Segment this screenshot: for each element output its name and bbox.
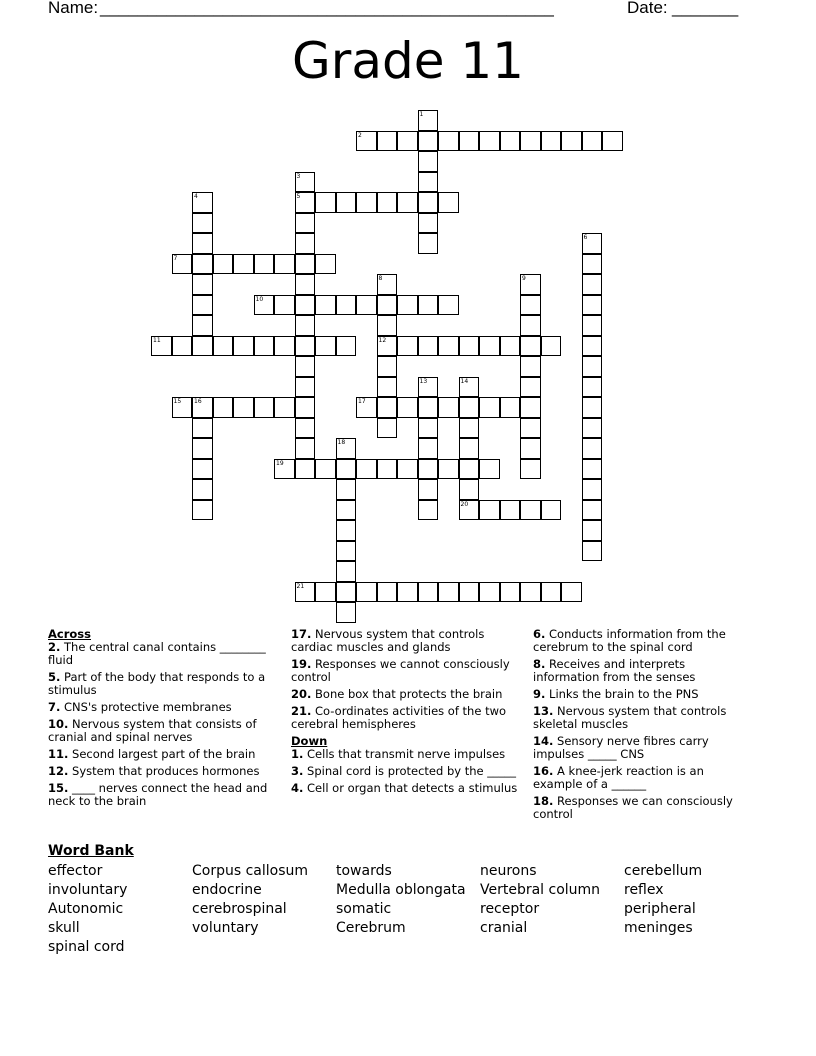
crossword-cell[interactable]: [192, 274, 213, 295]
crossword-cell[interactable]: [295, 295, 316, 316]
crossword-cell[interactable]: [418, 418, 439, 439]
crossword-cell[interactable]: [295, 418, 316, 439]
clue-text: Bone box that protects the brain: [315, 687, 503, 701]
crossword-cell[interactable]: [459, 336, 480, 357]
clue-number: 14.: [533, 734, 554, 748]
cell-number: 13: [419, 377, 428, 385]
crossword-cell[interactable]: [582, 131, 603, 152]
crossword-cell[interactable]: [582, 356, 603, 377]
crossword-cell[interactable]: [520, 459, 541, 480]
crossword-cell[interactable]: [377, 418, 398, 439]
crossword-cell[interactable]: [520, 295, 541, 316]
crossword-cell[interactable]: [438, 192, 459, 213]
crossword-cell[interactable]: [582, 500, 603, 521]
clue-across-19: [291, 658, 519, 684]
clue-across-12: [48, 765, 274, 778]
crossword-cell[interactable]: [377, 356, 398, 377]
crossword-cell[interactable]: [397, 192, 418, 213]
crossword-cell[interactable]: [295, 356, 316, 377]
crossword-cell[interactable]: [418, 500, 439, 521]
crossword-cell[interactable]: [541, 582, 562, 603]
date-line[interactable]: _______: [672, 0, 739, 17]
crossword-cell[interactable]: [479, 582, 500, 603]
name-line[interactable]: ________________________________________________: [100, 0, 554, 17]
word-bank-item: cerebellum: [624, 863, 703, 879]
crossword-cell[interactable]: [192, 500, 213, 521]
crossword-cell[interactable]: [418, 295, 439, 316]
crossword-cell[interactable]: [213, 397, 234, 418]
clue-text: Sensory nerve fibres carry impulses _____ CNS: [533, 734, 709, 761]
crossword-cell[interactable]: [295, 233, 316, 254]
crossword-cell[interactable]: [192, 459, 213, 480]
crossword-cell[interactable]: [377, 192, 398, 213]
crossword-cell[interactable]: [377, 274, 398, 295]
word-bank-item: cranial: [480, 920, 528, 936]
clue-number: 11.: [48, 747, 69, 761]
clue-number: 4.: [291, 781, 304, 795]
word-bank-item: towards: [336, 863, 392, 879]
crossword-cell[interactable]: [213, 336, 234, 357]
word-bank-item: meninges: [624, 920, 693, 936]
crossword-cell[interactable]: [582, 479, 603, 500]
crossword-cell[interactable]: [418, 110, 439, 131]
crossword-cell[interactable]: [315, 192, 336, 213]
crossword-cell[interactable]: [602, 131, 623, 152]
cell-number: 3: [296, 172, 301, 180]
clue-down-1: [291, 748, 519, 761]
crossword-cell[interactable]: [418, 479, 439, 500]
crossword-cell[interactable]: [582, 254, 603, 275]
clue-number: 17.: [291, 627, 312, 641]
crossword-cell[interactable]: [336, 561, 357, 582]
clue-number: 12.: [48, 764, 69, 778]
crossword-cell[interactable]: [336, 479, 357, 500]
crossword-cell[interactable]: [336, 582, 357, 603]
clue-text: Part of the body that responds to a stimulus: [48, 670, 266, 697]
crossword-cell[interactable]: [295, 438, 316, 459]
crossword-cell[interactable]: [295, 397, 316, 418]
cell-number: 16: [194, 398, 202, 405]
clue-number: 1.: [291, 747, 304, 761]
crossword-cell[interactable]: [418, 213, 439, 234]
crossword-cell[interactable]: [172, 254, 193, 275]
crossword-cell[interactable]: [336, 438, 357, 459]
crossword-cell[interactable]: [459, 131, 480, 152]
clue-text: A knee-jerk reaction is an example of a ______: [533, 764, 704, 791]
crossword-cell[interactable]: [356, 397, 377, 418]
clue-text: Conducts information from the cerebrum to the spinal cord: [533, 627, 726, 654]
crossword-cell[interactable]: [438, 336, 459, 357]
crossword-cell[interactable]: [582, 541, 603, 562]
cell-number: 17: [358, 398, 366, 405]
clue-down-14: [533, 735, 755, 761]
crossword-cell[interactable]: [582, 418, 603, 439]
crossword-cell[interactable]: [295, 315, 316, 336]
word-bank-title: Word Bank: [48, 843, 134, 859]
crossword-cell[interactable]: [459, 377, 480, 398]
clue-down-18: [533, 795, 755, 821]
crossword-cell[interactable]: [397, 336, 418, 357]
crossword-cell[interactable]: [520, 500, 541, 521]
crossword-cell[interactable]: [336, 500, 357, 521]
crossword-cell[interactable]: [520, 356, 541, 377]
down-heading: Down: [291, 734, 328, 748]
crossword-cell[interactable]: [459, 459, 480, 480]
clue-number: 15.: [48, 781, 69, 795]
crossword-cell[interactable]: [377, 397, 398, 418]
clue-down-9: [533, 688, 755, 701]
word-bank-item: spinal cord: [48, 939, 125, 955]
crossword-cell[interactable]: [520, 336, 541, 357]
crossword-cell[interactable]: [418, 336, 439, 357]
clue-across-7: [48, 701, 274, 714]
clue-down-13: [533, 705, 755, 731]
crossword-cell[interactable]: [418, 582, 439, 603]
crossword-cell[interactable]: [520, 131, 541, 152]
cell-number: 11: [153, 336, 161, 344]
crossword-cell[interactable]: [438, 397, 459, 418]
cell-number: 19: [276, 459, 284, 467]
crossword-cell[interactable]: [418, 151, 439, 172]
crossword-cell[interactable]: [479, 500, 500, 521]
crossword-cell[interactable]: [192, 295, 213, 316]
crossword-cell[interactable]: [315, 336, 336, 357]
word-bank-item: Medulla oblongata: [336, 882, 466, 898]
clue-text: Links the brain to the PNS: [549, 687, 699, 701]
crossword-cell[interactable]: [315, 582, 336, 603]
word-bank-item: receptor: [480, 901, 540, 917]
crossword-cell[interactable]: [500, 582, 521, 603]
page-title: Grade 11: [292, 32, 524, 90]
crossword-cell[interactable]: [582, 336, 603, 357]
crossword-cell[interactable]: [377, 315, 398, 336]
clue-across-17: [291, 628, 519, 654]
word-bank-item: Vertebral column: [480, 882, 601, 898]
word-bank-item: Corpus callosum: [192, 863, 309, 879]
crossword-cell[interactable]: [192, 254, 213, 275]
crossword-cell[interactable]: [192, 397, 213, 418]
clue-across-11: [48, 748, 274, 761]
clue-across-5: [48, 671, 274, 697]
crossword-cell[interactable]: [418, 438, 439, 459]
word-bank-item: effector: [48, 863, 103, 879]
crossword-cell[interactable]: [520, 274, 541, 295]
clue-down-8: [533, 658, 755, 684]
crossword-cell[interactable]: [356, 131, 377, 152]
name-label: Name:: [48, 0, 99, 17]
crossword-cell[interactable]: [438, 131, 459, 152]
clue-text: Nervous system that controls skeletal muscles: [533, 704, 727, 731]
crossword-cell[interactable]: [582, 520, 603, 541]
crossword-cell[interactable]: [459, 418, 480, 439]
crossword-cell[interactable]: [520, 397, 541, 418]
clue-number: 3.: [291, 764, 304, 778]
crossword-cell[interactable]: [336, 336, 357, 357]
crossword-cell[interactable]: [520, 418, 541, 439]
crossword-cell[interactable]: [295, 336, 316, 357]
crossword-cell[interactable]: [397, 131, 418, 152]
crossword-cell[interactable]: [336, 459, 357, 480]
crossword-cell[interactable]: [295, 377, 316, 398]
crossword-cell[interactable]: [151, 336, 172, 357]
clue-text: Responses we cannot consciously control: [291, 657, 510, 684]
clue-across-21: [291, 705, 519, 731]
crossword-cell[interactable]: [274, 397, 295, 418]
cell-number: 9: [522, 275, 526, 282]
cell-number: 7: [173, 254, 178, 262]
crossword-cell[interactable]: [274, 459, 295, 480]
clue-text: Nervous system that controls cardiac muscles and glands: [291, 627, 485, 654]
clue-text: The central canal contains ________ fluid: [48, 640, 266, 667]
crossword-cell[interactable]: [438, 582, 459, 603]
crossword-cell[interactable]: [561, 131, 582, 152]
crossword-cell[interactable]: [582, 295, 603, 316]
clue-number: 8.: [533, 657, 546, 671]
crossword-cell[interactable]: [418, 233, 439, 254]
clue-text: Cell or organ that detects a stimulus: [307, 781, 518, 795]
crossword-cell[interactable]: [192, 336, 213, 357]
crossword-cell[interactable]: [377, 295, 398, 316]
crossword-cell[interactable]: [479, 397, 500, 418]
crossword-cell[interactable]: [295, 213, 316, 234]
clue-number: 20.: [291, 687, 312, 701]
crossword-cell[interactable]: [520, 582, 541, 603]
crossword-cell[interactable]: [479, 131, 500, 152]
crossword-cell[interactable]: [315, 459, 336, 480]
crossword-cell[interactable]: [295, 254, 316, 275]
crossword-cell[interactable]: [520, 438, 541, 459]
crossword-cell[interactable]: [418, 397, 439, 418]
crossword-cell[interactable]: [418, 459, 439, 480]
clue-number: 7.: [48, 700, 61, 714]
crossword-cell[interactable]: [418, 192, 439, 213]
crossword-cell[interactable]: [315, 254, 336, 275]
crossword-cell[interactable]: [336, 295, 357, 316]
crossword-cell[interactable]: [356, 459, 377, 480]
cell-number: 18: [337, 439, 346, 446]
clue-number: 16.: [533, 764, 554, 778]
crossword-cell[interactable]: [233, 254, 254, 275]
clue-across-10: [48, 718, 274, 744]
crossword-cell[interactable]: [582, 397, 603, 418]
crossword-cell[interactable]: [500, 131, 521, 152]
crossword-cell[interactable]: [500, 500, 521, 521]
clue-down-3: [291, 765, 519, 778]
clue-text: Spinal cord is protected by the _____: [307, 764, 516, 778]
crossword-cell[interactable]: [397, 582, 418, 603]
cell-number: 2: [358, 131, 362, 139]
crossword-cell[interactable]: [459, 500, 480, 521]
crossword-cell[interactable]: [582, 315, 603, 336]
crossword-cell[interactable]: [377, 377, 398, 398]
cell-number: 8: [378, 275, 383, 282]
crossword-cell[interactable]: [192, 438, 213, 459]
crossword-cell[interactable]: [561, 582, 582, 603]
clue-number: 10.: [48, 717, 69, 731]
crossword-cell[interactable]: [192, 213, 213, 234]
crossword-cell[interactable]: [336, 602, 357, 623]
cell-number: 14: [460, 377, 469, 385]
word-bank-item: Autonomic: [48, 901, 124, 917]
crossword-cell[interactable]: [500, 397, 521, 418]
crossword-cell[interactable]: [438, 459, 459, 480]
crossword-cell[interactable]: [254, 397, 275, 418]
clue-text: Second largest part of the brain: [72, 747, 256, 761]
crossword-cell[interactable]: [254, 336, 275, 357]
clue-column-1: [48, 628, 274, 812]
crossword-cell[interactable]: [172, 336, 193, 357]
crossword-cell[interactable]: [582, 438, 603, 459]
crossword-cell[interactable]: [336, 192, 357, 213]
word-bank-item: somatic: [336, 901, 392, 917]
crossword-cell[interactable]: [356, 582, 377, 603]
crossword-cell[interactable]: [459, 438, 480, 459]
crossword-cell[interactable]: [582, 274, 603, 295]
crossword-cell[interactable]: [438, 295, 459, 316]
crossword-cell[interactable]: [192, 192, 213, 213]
crossword-cell[interactable]: [233, 336, 254, 357]
crossword-cell[interactable]: [418, 172, 439, 193]
crossword-cell[interactable]: [582, 377, 603, 398]
clue-number: 21.: [291, 704, 312, 718]
clue-down-16: [533, 765, 755, 791]
clue-number: 2.: [48, 640, 61, 654]
crossword-cell[interactable]: [397, 295, 418, 316]
clue-across-2: [48, 641, 274, 667]
crossword-cell[interactable]: [459, 479, 480, 500]
clue-column-2: [291, 628, 519, 799]
clue-number: 19.: [291, 657, 312, 671]
crossword-cell[interactable]: [377, 459, 398, 480]
crossword-cell[interactable]: [377, 131, 398, 152]
clue-text: Cells that transmit nerve impulses: [307, 747, 506, 761]
crossword-cell[interactable]: [295, 172, 316, 193]
crossword-cell[interactable]: [520, 315, 541, 336]
crossword-cell[interactable]: [520, 377, 541, 398]
crossword-cell[interactable]: [418, 131, 439, 152]
clue-down-4: [291, 782, 519, 795]
crossword-cell[interactable]: [274, 336, 295, 357]
crossword-cell[interactable]: [479, 336, 500, 357]
clue-text: CNS's protective membranes: [64, 700, 232, 714]
crossword-cell[interactable]: [459, 582, 480, 603]
crossword-cell[interactable]: [254, 254, 275, 275]
clue-text: Co-ordinates activities of the two cerebral hemispheres: [291, 704, 507, 731]
word-bank-item: cerebrospinal: [192, 901, 287, 917]
crossword-cell[interactable]: [315, 295, 336, 316]
clue-down-6: [533, 628, 755, 654]
crossword-cell[interactable]: [397, 397, 418, 418]
clue-number: 6.: [533, 627, 546, 641]
crossword-cell[interactable]: [541, 500, 562, 521]
crossword-cell[interactable]: [377, 582, 398, 603]
crossword-cell[interactable]: [192, 315, 213, 336]
crossword-cell[interactable]: [541, 336, 562, 357]
crossword-cell[interactable]: [336, 520, 357, 541]
clue-across-15: [48, 782, 274, 808]
clue-text: ____ nerves connect the head and neck to the brain: [48, 781, 268, 808]
cell-number: 1: [419, 111, 424, 118]
cell-number: 4: [194, 193, 198, 200]
crossword-cell[interactable]: [192, 418, 213, 439]
crossword-cell[interactable]: [356, 295, 377, 316]
crossword-cell[interactable]: [172, 397, 193, 418]
crossword-cell[interactable]: [233, 397, 254, 418]
word-bank-item: endocrine: [192, 882, 262, 898]
crossword-cell[interactable]: [582, 459, 603, 480]
word-bank-item: peripheral: [624, 901, 696, 917]
crossword-cell[interactable]: [541, 131, 562, 152]
crossword-cell[interactable]: [213, 254, 234, 275]
word-bank-item: skull: [48, 920, 80, 936]
crossword-cell[interactable]: [479, 459, 500, 480]
crossword-cell[interactable]: [582, 233, 603, 254]
cell-number: 21: [296, 582, 305, 590]
crossword-cell[interactable]: [254, 295, 275, 316]
clue-text: Receives and interprets information from the senses: [533, 657, 696, 684]
crossword-cell[interactable]: [295, 459, 316, 480]
clue-number: 18.: [533, 794, 554, 808]
crossword-cell[interactable]: [356, 192, 377, 213]
cell-number: 20: [460, 500, 469, 508]
crossword-cell[interactable]: [192, 233, 213, 254]
cell-number: 6: [583, 234, 588, 241]
crossword-cell[interactable]: [397, 459, 418, 480]
cell-number: 15: [173, 398, 182, 405]
clue-text: System that produces hormones: [72, 764, 260, 778]
cell-number: 12: [378, 336, 387, 344]
clue-column-3: [533, 628, 755, 825]
word-bank-item: Cerebrum: [336, 920, 406, 936]
clue-number: 9.: [533, 687, 546, 701]
crossword-cell[interactable]: [500, 336, 521, 357]
clue-number: 5.: [48, 670, 61, 684]
word-bank-item: voluntary: [192, 920, 259, 936]
across-heading: Across: [48, 627, 91, 641]
clue-number: 13.: [533, 704, 554, 718]
crossword-cell[interactable]: [192, 479, 213, 500]
crossword-cell[interactable]: [336, 541, 357, 562]
crossword-cell[interactable]: [295, 582, 316, 603]
crossword-cell[interactable]: [295, 192, 316, 213]
crossword-cell[interactable]: [377, 336, 398, 357]
crossword-cell[interactable]: [274, 295, 295, 316]
crossword-cell[interactable]: [418, 377, 439, 398]
cell-number: 5: [296, 193, 301, 200]
word-bank-item: neurons: [480, 863, 537, 879]
crossword-cell[interactable]: [459, 397, 480, 418]
word-bank-item: reflex: [624, 882, 664, 898]
cell-number: 10: [255, 295, 264, 303]
word-bank-item: involuntary: [48, 882, 128, 898]
clue-across-20: [291, 688, 519, 701]
crossword-cell[interactable]: [295, 274, 316, 295]
date-label: Date:: [627, 0, 668, 17]
clue-text: Nervous system that consists of cranial and spinal nerves: [48, 717, 257, 744]
crossword-cell[interactable]: [274, 254, 295, 275]
clue-text: Responses we can consciously control: [533, 794, 733, 821]
